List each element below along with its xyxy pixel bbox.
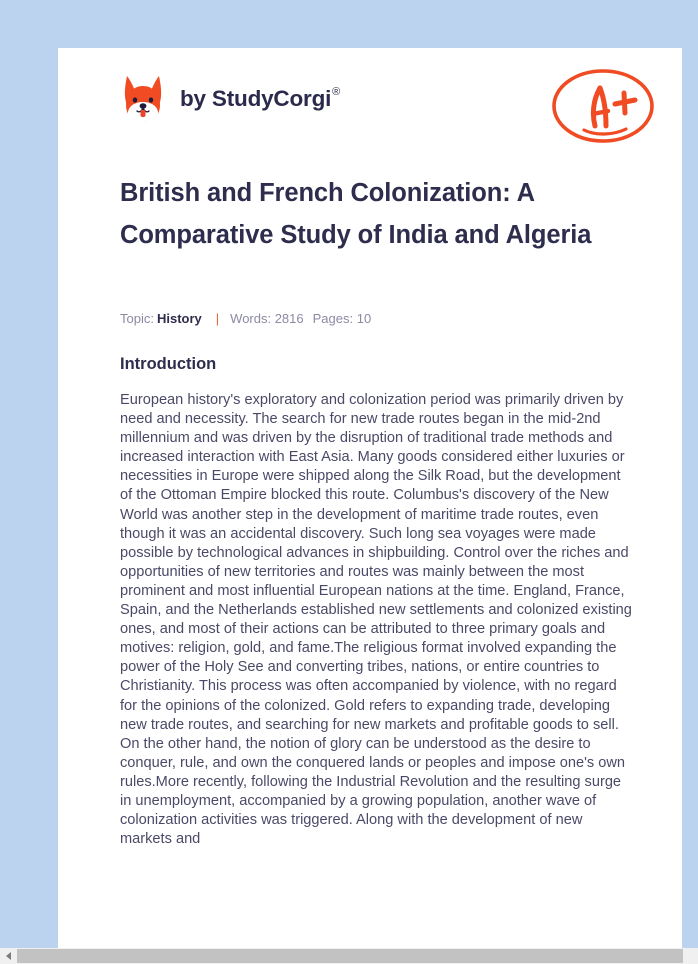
meta-topic-label: Topic: — [120, 311, 154, 326]
corgi-face-icon — [120, 74, 166, 124]
registered-trademark-icon: ® — [332, 86, 341, 99]
a-plus-circled-icon — [548, 64, 658, 149]
scroll-left-arrow — [6, 952, 11, 960]
body-paragraph: European history's exploratory and colonization period was primarily driven by need and necessity. The search for new trade routes began in the mid-2nd millennium and was driven by the disruption of traditional trade methods and increased interaction with East Asia. Many goods considered either luxuries or necessities in Europe were shipped along the Silk Road, but the development of the Ottoman Empire blocked this route. Columbus's discovery of the New World was another step in the development of maritime trade routes, even though it was an accidental discovery. Such long sea voyages were made possible by technological advances in shipbuilding. Control over the riches and opportunities of new territories and routes was mainly between the most prominent and most influential European nations at the time. England, France, Spain, and the Netherlands established new settlements and colonized existing ones, and most of their actions can be attributed to three primary goals and motives: religion, gold, and fame.The religious format involved expanding the power of the Holy See and converting tribes, nations, or entire countries to Christianity. This process was often accompanied by violence, with no regard for the opinions of the colonized. Gold refers to expanding trade, developing new trade routes, and searching for new markets and profitable goods to sell. On the other hand, the notion of glory can be understood as the desire to conquer, rule, and own the conquered lands or peoples and impose one's own rules.More recently, following the Industrial Revolution and the resulting surge in unemployment, accompanied by a growing population, another wave of colonization activities was triggered. Along with the development of new markets and — [120, 392, 632, 848]
document-page — [58, 48, 682, 948]
triangle-left-icon[interactable] — [0, 948, 17, 964]
scrollbar-track[interactable] — [17, 948, 698, 964]
scrollbar-thumb[interactable] — [17, 949, 683, 963]
meta-pages: Pages: 10 — [312, 311, 372, 326]
brand-wordmark — [180, 85, 341, 111]
brand-name-text: StudyCorgi — [211, 85, 332, 111]
page-title: British and French Colonization: A Comparative Study of India and Algeria — [120, 179, 592, 249]
brand-by-text: by — [180, 85, 212, 111]
meta-separator: | — [215, 311, 220, 326]
document-meta — [120, 310, 371, 328]
document-header — [120, 64, 658, 164]
section-heading-introduction: Introduction — [120, 355, 217, 373]
horizontal-scrollbar[interactable] — [0, 948, 698, 964]
meta-topic-value[interactable]: History — [156, 311, 202, 326]
meta-words: Words: 2816 — [230, 311, 304, 326]
brand-logo[interactable] — [120, 74, 339, 124]
